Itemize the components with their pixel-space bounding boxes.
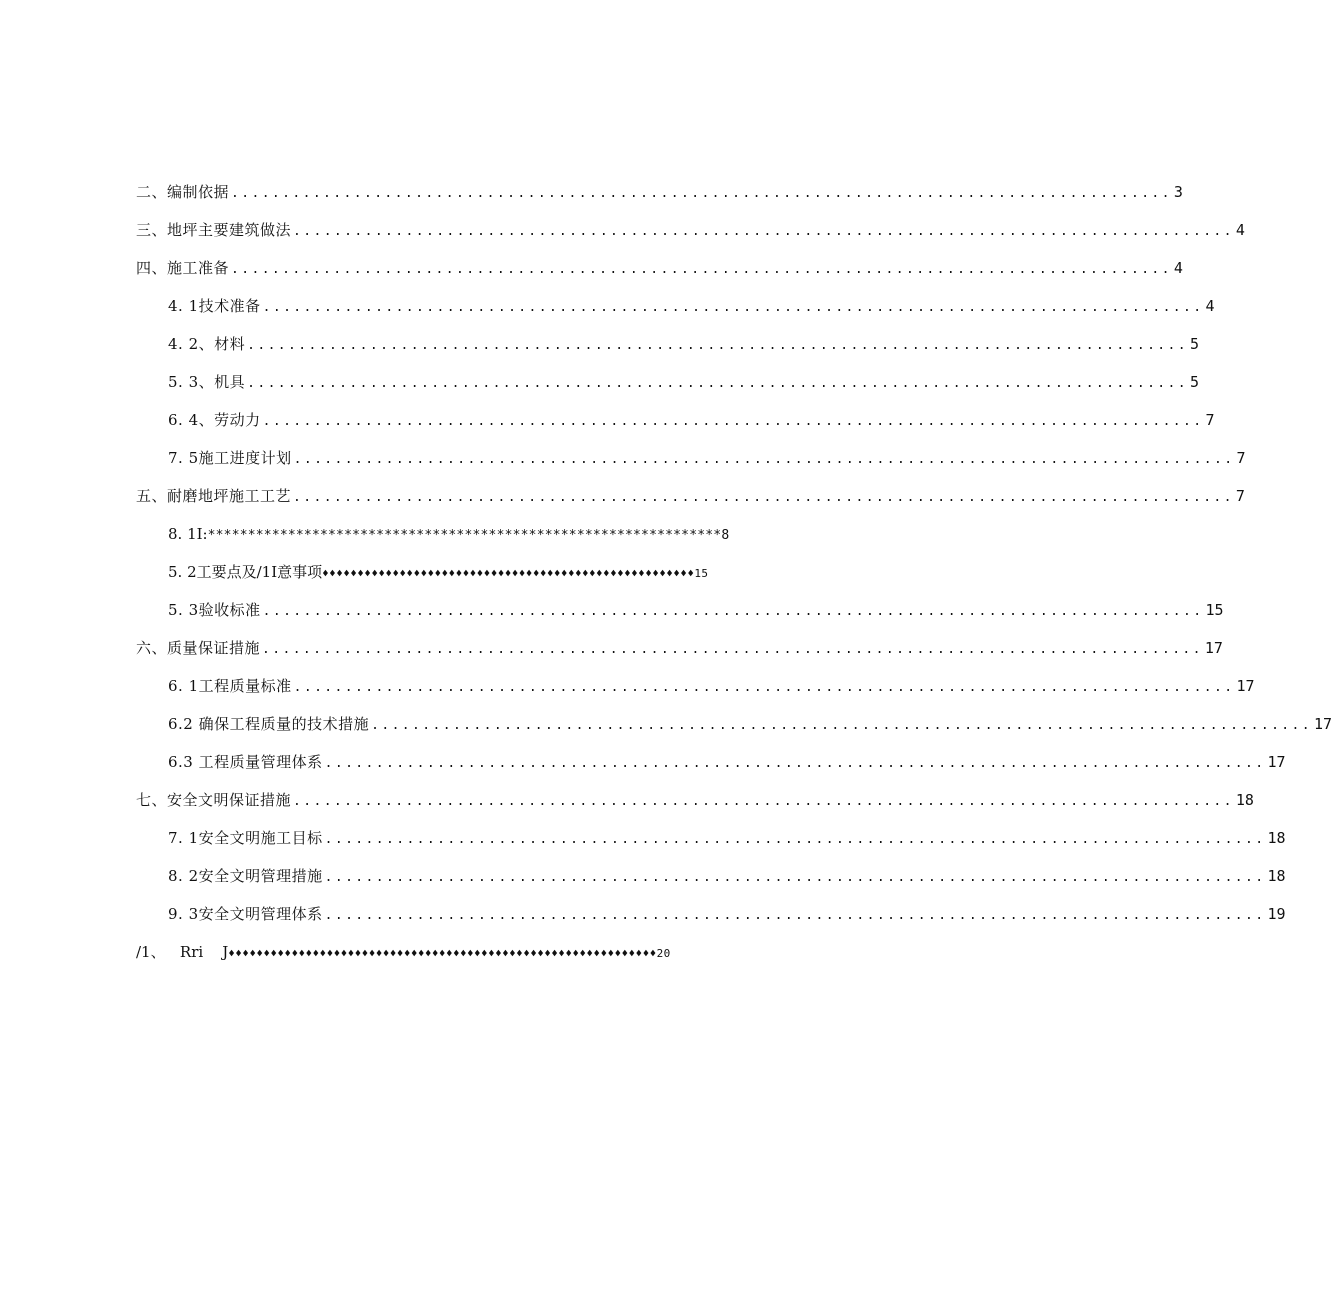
toc-dot-leader: ............................................................................................ <box>231 186 1172 201</box>
toc-entry-title: 七、安全文明保证措施 <box>136 791 292 809</box>
toc-page-number: 3 <box>1173 183 1183 201</box>
toc-entry-construction-preparation <box>136 256 1183 280</box>
toc-entry-safety-civilization <box>136 788 1254 812</box>
toc-entry-garbled-last <box>136 940 817 964</box>
toc-page-number: 4 <box>1173 259 1183 277</box>
toc-dot-leader: ............................................................................................ <box>262 300 1204 315</box>
toc-page-number: 15 <box>1205 601 1224 619</box>
toc-entry-compilation-basis <box>136 180 1183 204</box>
toc-entry-title: 7. 5施工进度计划 <box>168 449 292 467</box>
toc-entry-title: 4. 2、材料 <box>168 335 246 353</box>
toc-dot-leader: ............................................................................................ <box>262 414 1204 429</box>
toc-entry-materials <box>168 332 1200 356</box>
toc-entry-title: /1、 Rri J <box>136 943 229 961</box>
toc-entry-floor-construction-method <box>136 218 1245 242</box>
toc-entry-schedule <box>168 446 1246 470</box>
toc-entry-title: 9. 3安全文明管理体系 <box>168 905 323 923</box>
toc-entry-safety-management-system <box>168 902 1286 926</box>
toc-dot-leader: ............................................................................................ <box>293 794 1234 809</box>
toc-page-number: 7 <box>1235 487 1245 505</box>
toc-entry-quality-standard <box>168 674 1255 698</box>
toc-entry-labor <box>168 408 1215 432</box>
toc-dot-leader: ............................................................................................ <box>324 756 1266 771</box>
toc-dot-leader: ............................................................................................ <box>247 376 1188 391</box>
toc-garbled-text: ♦♦♦♦♦♦♦♦♦♦♦♦♦♦♦♦♦♦♦♦♦♦♦♦♦♦♦♦♦♦♦♦♦♦♦♦♦♦♦♦♦♦♦♦♦♦♦♦♦♦♦♦♦♦♦♦♦♦♦♦♦20 <box>228 947 671 960</box>
toc-dot-leader: ............................................................................................ <box>324 908 1266 923</box>
toc-dot-leader: ............................................................................................ <box>262 604 1204 619</box>
toc-page-number: 17 <box>1313 715 1332 733</box>
toc-page-number: 5 <box>1189 373 1200 391</box>
toc-page-number: 17 <box>1267 753 1286 771</box>
toc-entry-quality-technical-measures <box>168 712 1332 736</box>
toc-dot-leader: ............................................................................................ <box>293 452 1235 467</box>
toc-dot-leader: ............................................................................................ <box>371 718 1312 733</box>
toc-entry-wear-resistant-floor-process <box>136 484 1245 508</box>
toc-entry-title: 7. 1安全文明施工目标 <box>168 829 323 847</box>
toc-page-number: 5 <box>1189 335 1200 353</box>
toc-entry-machinery <box>168 370 1200 394</box>
toc-page-number: 17 <box>1204 639 1223 657</box>
toc-page-number: 4 <box>1235 221 1245 239</box>
toc-entry-title: 8. 2安全文明管理措施 <box>168 867 323 885</box>
toc-dot-leader: ............................................................................................ <box>293 224 1234 239</box>
toc-entry-title: 5. 2工要点及/1I意事项 <box>168 563 323 581</box>
toc-page-number: 17 <box>1236 677 1255 695</box>
toc-entry-title: 6. 4、劳动力 <box>168 411 261 429</box>
toc-entry-quality-management-system <box>168 750 1286 774</box>
toc-entry-key-points <box>168 560 817 584</box>
toc-entry-technical-preparation <box>168 294 1215 318</box>
toc-dot-leader: ............................................................................................ <box>324 832 1266 847</box>
toc-page-number: 18 <box>1267 829 1286 847</box>
toc-dot-leader: ............................................................................................ <box>247 338 1188 353</box>
toc-entry-title: 五、耐磨地坪施工工艺 <box>136 487 292 505</box>
toc-entry-title: 六、质量保证措施 <box>136 639 261 657</box>
toc-entry-quality-assurance <box>136 636 1223 660</box>
toc-garbled-text: ****************************************************************8 <box>207 528 730 543</box>
toc-garbled-text: ♦♦♦♦♦♦♦♦♦♦♦♦♦♦♦♦♦♦♦♦♦♦♦♦♦♦♦♦♦♦♦♦♦♦♦♦♦♦♦♦♦♦♦♦♦♦♦♦♦♦♦♦♦15 <box>322 567 709 580</box>
toc-entry-title: 5. 3验收标准 <box>168 601 261 619</box>
toc-page-number: 18 <box>1235 791 1254 809</box>
toc-dot-leader: ............................................................................................ <box>231 262 1172 277</box>
toc-page-number: 19 <box>1267 905 1286 923</box>
toc-page-number: 18 <box>1267 867 1286 885</box>
toc-entry-title: 6.2 确保工程质量的技术措施 <box>168 715 370 733</box>
toc-dot-leader: ............................................................................................ <box>262 642 1203 657</box>
toc-entry-title: 二、编制依据 <box>136 183 230 201</box>
toc-entry-title: 四、施工准备 <box>136 259 230 277</box>
toc-dot-leader: ............................................................................................ <box>324 870 1266 885</box>
toc-entry-title: 4. 1技术准备 <box>168 297 261 315</box>
toc-dot-leader: ............................................................................................ <box>293 490 1234 505</box>
toc-dot-leader: ............................................................................................ <box>293 680 1235 695</box>
toc-page-number: 4 <box>1205 297 1215 315</box>
toc-page-number: 7 <box>1205 411 1215 429</box>
toc-entry-acceptance-standard <box>168 598 1224 622</box>
toc-entry-title: 三、地坪主要建筑做法 <box>136 221 292 239</box>
toc-page-number: 7 <box>1236 449 1246 467</box>
toc-entry-title: 8. 1I: <box>168 525 208 543</box>
toc-entry-title: 6.3 工程质量管理体系 <box>168 753 323 771</box>
toc-entry-safety-goals <box>168 826 1286 850</box>
toc-entry-garbled-asterisks <box>168 522 817 546</box>
toc-entry-title: 6. 1工程质量标准 <box>168 677 292 695</box>
toc-entry-title: 5. 3、机具 <box>168 373 246 391</box>
toc-entry-safety-measures <box>168 864 1286 888</box>
